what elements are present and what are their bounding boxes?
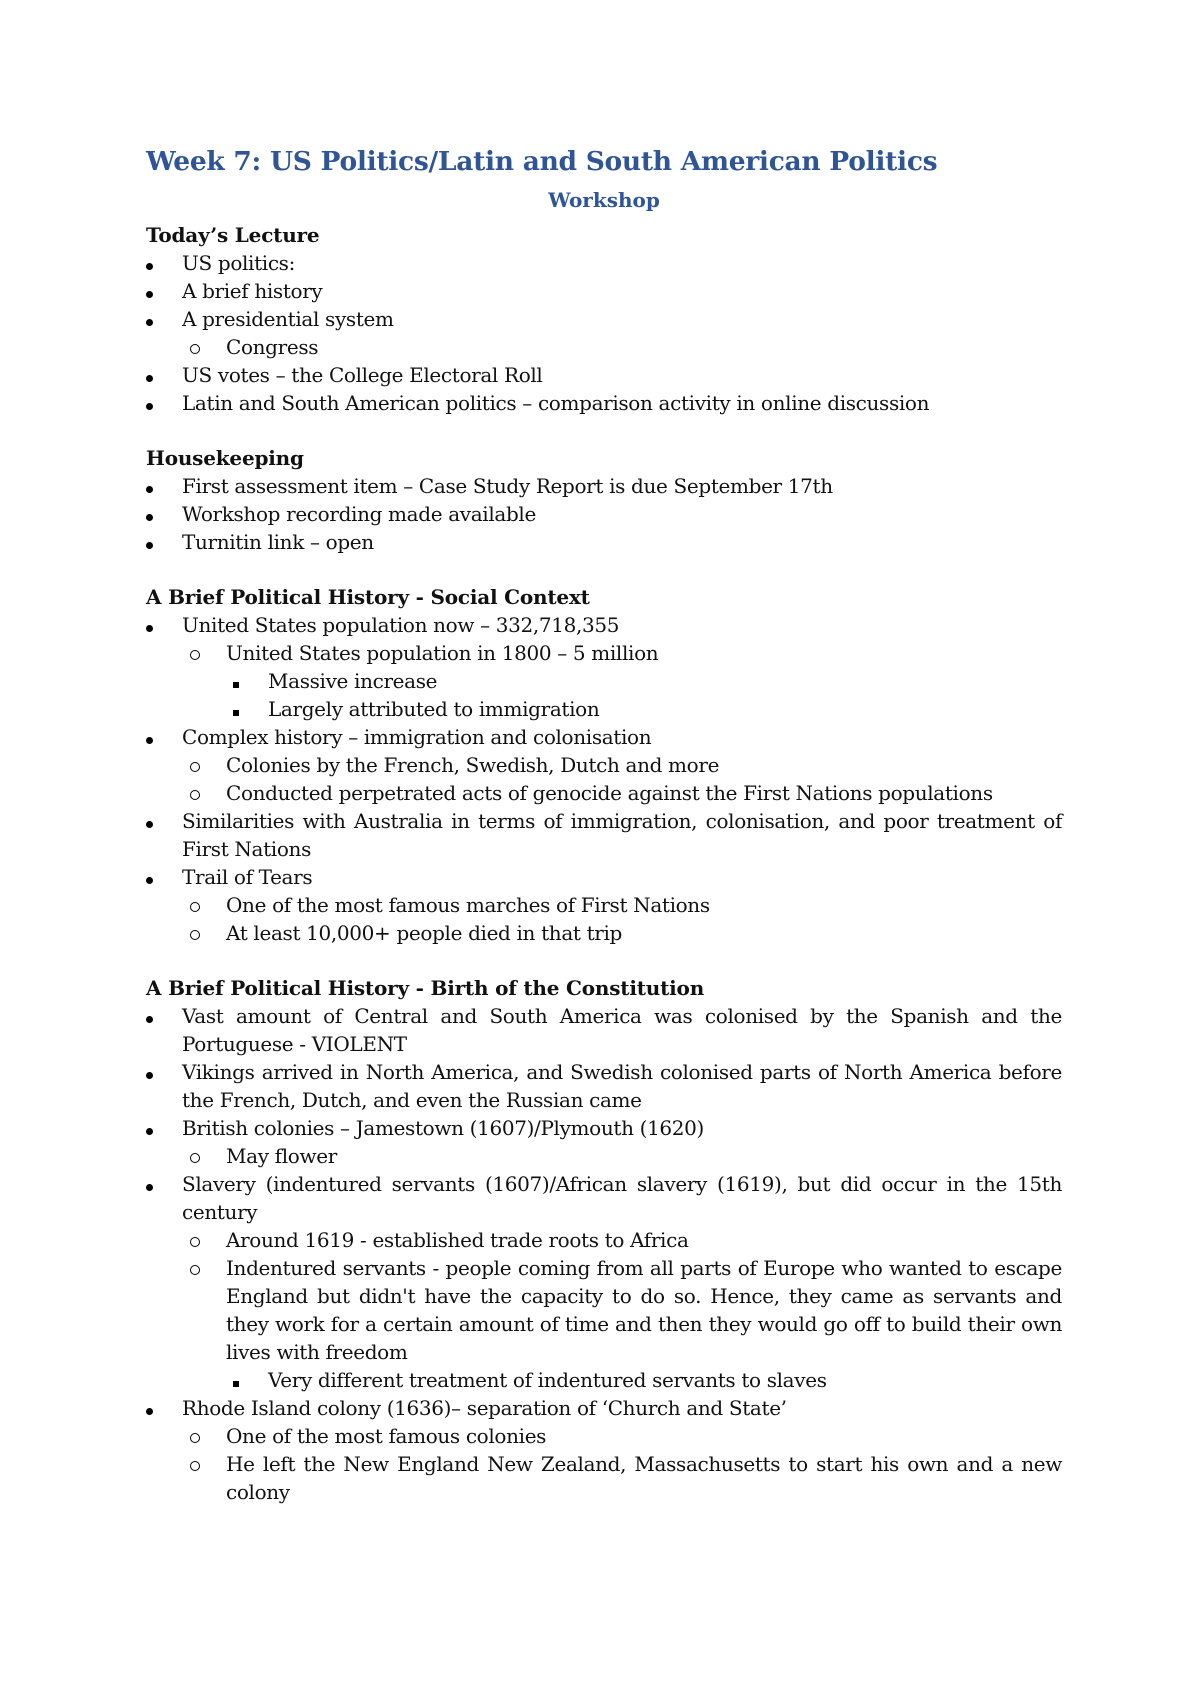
section	[146, 445, 1062, 556]
list-item-text: One of the most famous colonies	[226, 1423, 547, 1448]
list-item-text: Massive increase	[268, 668, 438, 693]
list-item	[146, 1170, 1062, 1226]
bullet-square-icon	[233, 695, 239, 723]
list-item	[146, 500, 1062, 528]
list-item	[146, 1254, 1062, 1366]
bullet-dot-icon	[146, 1114, 153, 1142]
list-item	[146, 667, 1062, 695]
list-item-text: US votes – the College Electoral Roll	[182, 362, 543, 387]
bullet-circle-icon	[190, 919, 200, 947]
list-item-text: Similarities with Australia in terms of immigration, colonisation, and poor treatment of First Nations	[182, 808, 1062, 861]
list-item-text: Congress	[226, 334, 319, 359]
sections-container	[146, 222, 1062, 1506]
bullet-circle-icon	[190, 779, 200, 807]
list-item-text: Complex history – immigration and colonisation	[182, 724, 652, 749]
list-item	[146, 1450, 1062, 1506]
section-heading: A Brief Political History - Birth of the Constitution	[146, 975, 705, 1000]
list-item-text: First assessment item – Case Study Report is due September 17th	[182, 473, 833, 498]
bullet-dot-icon	[146, 1058, 153, 1086]
bullet-circle-icon	[190, 891, 200, 919]
bullet-square-icon	[233, 1366, 239, 1394]
list-item-text: Colonies by the French, Swedish, Dutch and more	[226, 752, 720, 777]
list-item	[146, 249, 1062, 277]
bullet-circle-icon	[190, 1254, 200, 1282]
bullet-dot-icon	[146, 249, 153, 277]
list-item	[146, 1394, 1062, 1422]
section-heading: A Brief Political History - Social Context	[146, 584, 590, 609]
section	[146, 222, 1062, 417]
list-item	[146, 1226, 1062, 1254]
bullet-circle-icon	[190, 1422, 200, 1450]
bullet-list	[146, 1002, 1062, 1506]
list-item-text: A brief history	[182, 278, 323, 303]
list-item-text: Rhode Island colony (1636)– separation of ‘Church and State’	[182, 1395, 787, 1420]
list-item-text: Slavery (indentured servants (1607)/African slavery (1619), but did occur in the 15th century	[182, 1171, 1062, 1224]
list-item-text: May flower	[226, 1143, 337, 1168]
list-item	[146, 277, 1062, 305]
list-item-text: Very different treatment of indentured servants to slaves	[268, 1367, 827, 1392]
bullet-circle-icon	[190, 333, 200, 361]
list-item	[146, 695, 1062, 723]
list-item	[146, 919, 1062, 947]
list-item-text: At least 10,000+ people died in that trip	[226, 920, 622, 945]
list-item-text: Workshop recording made available	[182, 501, 536, 526]
bullet-circle-icon	[190, 1226, 200, 1254]
bullet-dot-icon	[146, 472, 153, 500]
list-item-text: One of the most famous marches of First Nations	[226, 892, 710, 917]
bullet-square-icon	[233, 667, 239, 695]
list-item-text: Latin and South American politics – comparison activity in online discussion	[182, 390, 930, 415]
list-item	[146, 305, 1062, 333]
list-item	[146, 639, 1062, 667]
list-item	[146, 807, 1062, 863]
list-item	[146, 1422, 1062, 1450]
list-item-text: A presidential system	[182, 306, 394, 331]
list-item	[146, 1002, 1062, 1058]
list-item-text: Turnitin link – open	[182, 529, 374, 554]
list-item	[146, 723, 1062, 751]
page-subtitle: Workshop	[548, 187, 660, 212]
list-item-text: Indentured servants - people coming from all parts of Europe who wanted to escape England but didn't have the capacity to do so. Hence, they came as servants and they work for a certain amount of time and then they would go off to build their own lives with freedom	[226, 1255, 1062, 1364]
bullet-dot-icon	[146, 361, 153, 389]
list-item	[146, 1366, 1062, 1394]
bullet-dot-icon	[146, 1002, 153, 1030]
bullet-dot-icon	[146, 277, 153, 305]
list-item	[146, 751, 1062, 779]
list-item-text: Around 1619 - established trade roots to Africa	[226, 1227, 689, 1252]
list-item-text: British colonies – Jamestown (1607)/Plymouth (1620)	[182, 1115, 705, 1140]
bullet-list	[146, 472, 1062, 556]
bullet-circle-icon	[190, 751, 200, 779]
list-item	[146, 1058, 1062, 1114]
list-item	[146, 863, 1062, 891]
document-content	[146, 146, 1062, 1506]
list-item-text: Vast amount of Central and South America was colonised by the Spanish and the Portuguese - VIOLENT	[182, 1003, 1062, 1056]
section-heading: Housekeeping	[146, 445, 304, 470]
list-item-text: He left the New England New Zealand, Massachusetts to start his own and a new colony	[226, 1451, 1062, 1504]
list-item	[146, 891, 1062, 919]
bullet-dot-icon	[146, 1170, 153, 1198]
section	[146, 584, 1062, 947]
bullet-circle-icon	[190, 1450, 200, 1478]
bullet-dot-icon	[146, 723, 153, 751]
page-title: Week 7: US Politics/Latin and South American Politics	[146, 146, 938, 177]
list-item-text: United States population in 1800 – 5 million	[226, 640, 659, 665]
list-item	[146, 1142, 1062, 1170]
section	[146, 975, 1062, 1506]
list-item	[146, 1114, 1062, 1142]
bullet-dot-icon	[146, 863, 153, 891]
list-item-text: Vikings arrived in North America, and Swedish colonised parts of North America before the French, Dutch, and even the Russian came	[182, 1059, 1062, 1112]
bullet-dot-icon	[146, 500, 153, 528]
list-item-text: Trail of Tears	[182, 864, 313, 889]
list-item-text: Conducted perpetrated acts of genocide against the First Nations populations	[226, 780, 993, 805]
list-item	[146, 779, 1062, 807]
bullet-dot-icon	[146, 1394, 153, 1422]
list-item-text: United States population now – 332,718,355	[182, 612, 620, 637]
section-heading: Today’s Lecture	[146, 222, 320, 247]
bullet-dot-icon	[146, 807, 153, 835]
list-item-text: US politics:	[182, 250, 295, 275]
list-item-text: Largely attributed to immigration	[268, 696, 600, 721]
bullet-list	[146, 249, 1062, 417]
bullet-circle-icon	[190, 639, 200, 667]
bullet-dot-icon	[146, 305, 153, 333]
list-item	[146, 472, 1062, 500]
list-item	[146, 528, 1062, 556]
bullet-dot-icon	[146, 528, 153, 556]
list-item	[146, 389, 1062, 417]
bullet-list	[146, 611, 1062, 947]
bullet-circle-icon	[190, 1142, 200, 1170]
bullet-dot-icon	[146, 389, 153, 417]
list-item	[146, 333, 1062, 361]
bullet-dot-icon	[146, 611, 153, 639]
list-item	[146, 611, 1062, 639]
list-item	[146, 361, 1062, 389]
